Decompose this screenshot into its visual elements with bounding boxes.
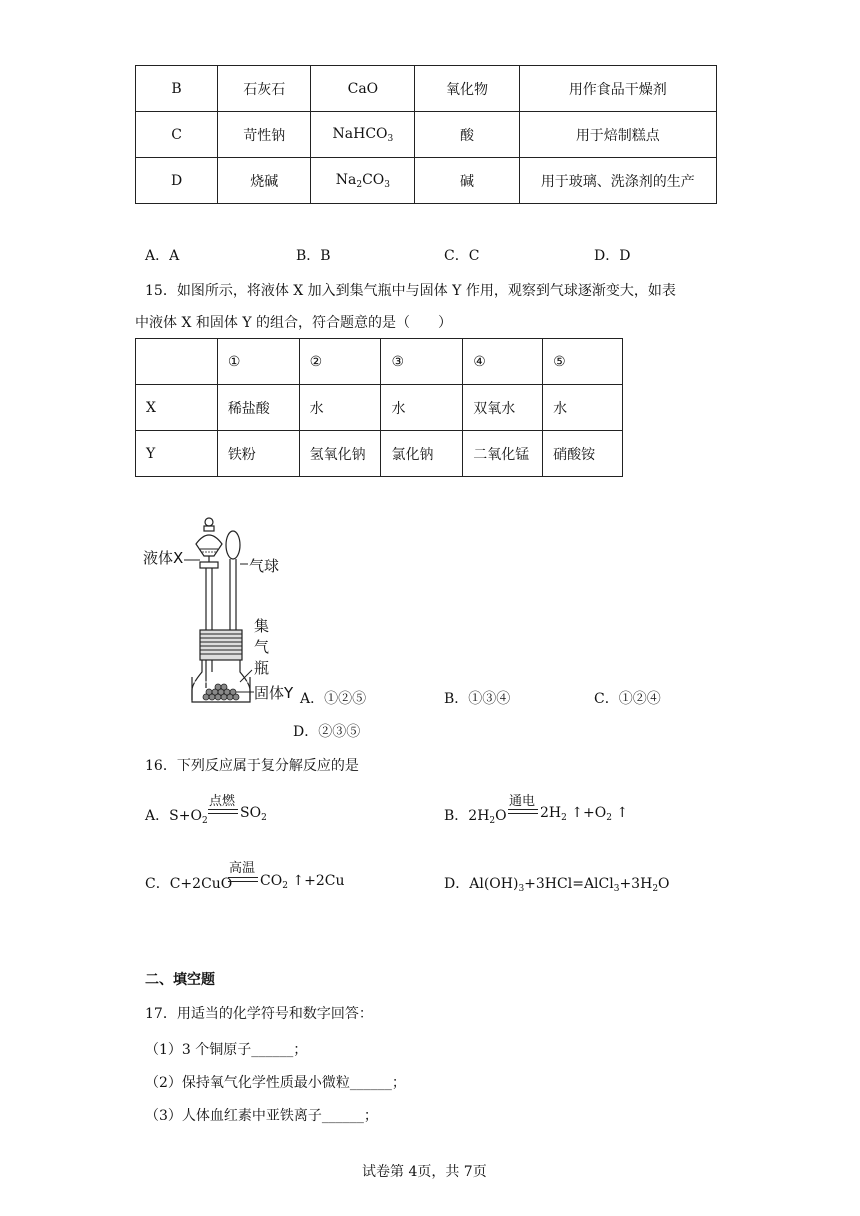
reaction-condition: 高温: [229, 861, 256, 876]
table-row: [136, 66, 717, 112]
page-footer: 试卷第 4页，共 7页: [362, 1164, 487, 1180]
label-balloon: 气球: [249, 557, 280, 575]
row-label: C: [136, 112, 218, 158]
formula: CaO: [311, 66, 415, 112]
equals-sign: [228, 877, 258, 882]
product: $SO_2$: [240, 805, 267, 823]
table-header-row: [136, 339, 623, 385]
substance-table: [135, 65, 717, 204]
common-name: 苛性钠: [218, 112, 311, 158]
label-bottle-2: 气: [254, 638, 270, 656]
question-15-stem-line1: 15．如图所示，将液体 X 加入到集气瓶中与固体 Y 作用，观察到气球逐渐变大，如表: [145, 283, 676, 299]
reaction-condition: 通电: [509, 794, 536, 809]
row-label: X: [136, 385, 218, 431]
label-bottle-3: 瓶: [254, 659, 270, 677]
table-cell: 水: [299, 385, 381, 431]
row-label: D: [136, 158, 218, 204]
equals-sign: [208, 809, 238, 814]
row-label: B: [136, 66, 218, 112]
table-cell: 双氧水: [463, 385, 543, 431]
table-row: [136, 112, 717, 158]
common-name: 石灰石: [218, 66, 311, 112]
category: 酸: [415, 112, 519, 158]
header-cell: ③: [381, 339, 463, 385]
option-c[interactable]: C．①②④: [594, 691, 661, 707]
option-d[interactable]: D．$Al(OH)_3+3HCl=AlCl_3+3H_2O$: [444, 876, 670, 894]
option-a[interactable]: A．①②⑤: [300, 691, 367, 707]
table-row: [136, 158, 717, 204]
table-cell: 硝酸铵: [543, 431, 623, 477]
header-cell: ④: [463, 339, 543, 385]
category: 氧化物: [415, 66, 519, 112]
table-row: [136, 431, 623, 477]
table-cell: 二氧化锰: [463, 431, 543, 477]
formula: $Na_2CO_3$: [311, 158, 415, 204]
formula: NaHCO$_3$: [311, 112, 415, 158]
use: 用于焙制糕点: [519, 112, 716, 158]
header-cell: ⑤: [543, 339, 623, 385]
header-cell: ①: [217, 339, 299, 385]
table-cell: 水: [543, 385, 623, 431]
table-cell: 氯化钠: [381, 431, 463, 477]
question-17-stem: 17．用适当的化学符号和数字回答：: [145, 1006, 373, 1022]
table-cell: 铁粉: [217, 431, 299, 477]
product: $2H_2$ $↑+O_2$ ↑: [540, 805, 629, 823]
option-c[interactable]: C．C+2CuO: [145, 876, 233, 892]
table-row: [136, 385, 623, 431]
question-17-item-1: （1）3 个铜原子______；: [145, 1042, 308, 1058]
option-a[interactable]: A．$S+O_2$: [145, 808, 208, 826]
option-b[interactable]: B．$2H_2O$: [444, 808, 507, 826]
use: 用于玻璃、洗涤剂的生产: [519, 158, 716, 204]
label-bottle-1: 集: [254, 617, 270, 635]
equals-sign: [508, 809, 538, 814]
option-b[interactable]: B．①③④: [444, 691, 511, 707]
section-heading: 二、填空题: [145, 972, 215, 988]
question-17-item-2: （2）保持氧气化学性质最小微粒______；: [145, 1075, 406, 1091]
option-d[interactable]: D．D: [594, 248, 631, 264]
question-16-stem: 16．下列反应属于复分解反应的是: [145, 758, 359, 774]
reaction-condition: 点燃: [209, 794, 236, 809]
combination-table: [135, 338, 623, 477]
label-liquid-x: 液体X: [143, 549, 184, 567]
question-15-stem-line2: 中液体 X 和固体 Y 的组合，符合题意的是（ ）: [135, 315, 453, 331]
table-cell: 稀盐酸: [217, 385, 299, 431]
product: $CO_2$ ↑+2Cu: [260, 873, 345, 891]
header-cell: [136, 339, 218, 385]
use: 用作食品干燥剂: [519, 66, 716, 112]
option-b[interactable]: B．B: [296, 248, 331, 264]
row-label: Y: [136, 431, 218, 477]
common-name: 烧碱: [218, 158, 311, 204]
header-cell: ②: [299, 339, 381, 385]
option-c[interactable]: C．C: [444, 248, 480, 264]
question-17-item-3: （3）人体血红素中亚铁离子______；: [145, 1108, 378, 1124]
table-cell: 氢氧化钠: [299, 431, 381, 477]
option-d[interactable]: D．②③⑤: [293, 724, 361, 740]
option-a[interactable]: A．A: [145, 248, 180, 264]
table-cell: 水: [381, 385, 463, 431]
category: 碱: [415, 158, 519, 204]
label-solid-y: 固体Y: [254, 684, 294, 702]
